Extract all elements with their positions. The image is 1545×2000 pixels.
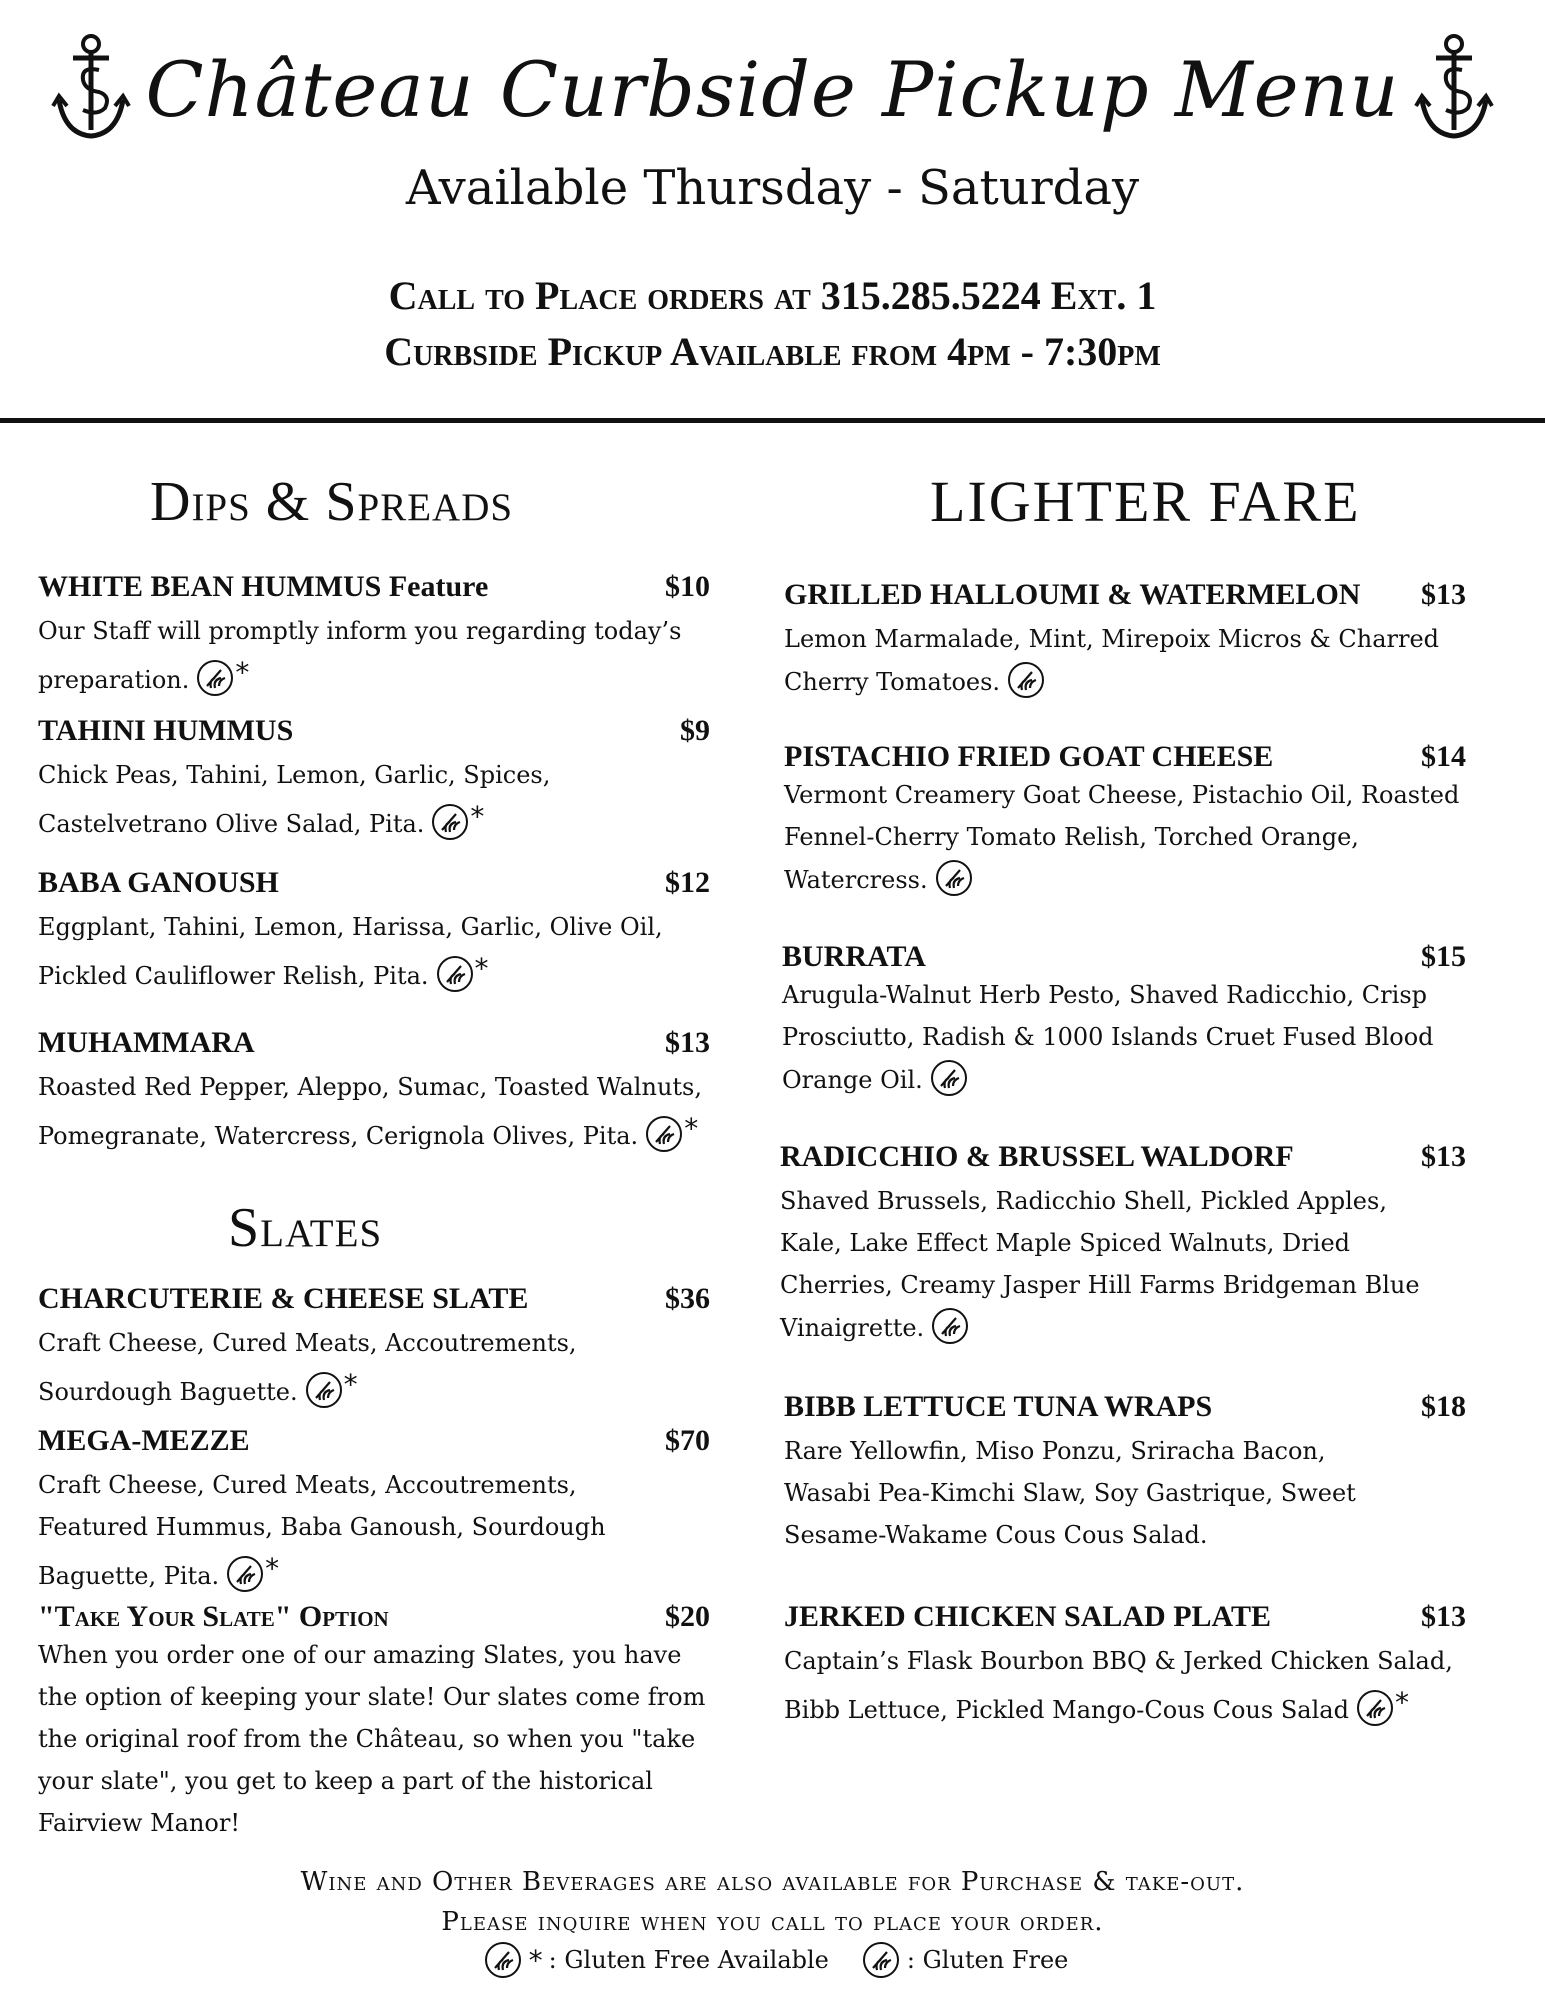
gluten-free-icon [430, 802, 470, 842]
item-price: $14 [1421, 740, 1466, 773]
item-desc-text: Chick Peas, Tahini, Lemon, Garlic, Spices, Castelvetrano Olive Salad, Pita. [38, 761, 551, 838]
gluten-free-icon [934, 858, 974, 898]
item-price: $13 [1421, 578, 1466, 611]
section-title-dips: Dips & Spreads [150, 471, 514, 533]
gluten-free-legend [0, 1940, 1545, 1980]
gluten-free-icon [930, 1306, 970, 1346]
anchor-icon [51, 30, 131, 150]
gf-available-star: * [1394, 1686, 1409, 1719]
menu-item-header [38, 1026, 710, 1060]
item-desc-text: Craft Cheese, Cured Meats, Accoutrements, Featured Hummus, Baba Ganoush, Sourdough Baguette, Pita. [38, 1471, 606, 1590]
legend-label: : Gluten Free Available [548, 1946, 829, 1974]
menu-item-header [784, 578, 1466, 612]
section-title-slates: Slates [228, 1197, 383, 1259]
item-price: $9 [680, 714, 710, 747]
item-price: $10 [665, 570, 710, 603]
gf-available-star: * [343, 1368, 358, 1401]
menu-item-header [784, 740, 1466, 774]
item-description [780, 1180, 1450, 1349]
item-name: WHITE BEAN HUMMUS Feature [38, 570, 489, 603]
item-description [38, 610, 710, 701]
item-price: $13 [1421, 1600, 1466, 1633]
gluten-free-icon [929, 1058, 969, 1098]
menu-item [38, 1026, 710, 1157]
menu-item-header [782, 940, 1466, 974]
menu-item-header [38, 1600, 710, 1634]
title-row [0, 30, 1545, 150]
item-price: $20 [665, 1600, 710, 1633]
item-desc-text: Craft Cheese, Cured Meats, Accoutrements, Sourdough Baguette. [38, 1329, 577, 1406]
menu-item-header [38, 1282, 710, 1316]
item-description [38, 1634, 710, 1844]
anchor-icon [1414, 30, 1494, 150]
gluten-free-icon [644, 1114, 684, 1154]
item-name: TAHINI HUMMUS [38, 714, 294, 747]
gf-available-star: * [684, 1112, 699, 1145]
item-desc-text: Vermont Creamery Goat Cheese, Pistachio Oil, Roasted Fennel-Cherry Tomato Relish, Torched Orange, Watercress. [784, 781, 1460, 894]
menu-item [784, 1390, 1466, 1556]
item-name: MUHAMMARA [38, 1026, 255, 1059]
item-description [784, 774, 1466, 901]
section-title-lighter-fare: LIGHTER FARE [930, 469, 1361, 534]
item-name: MEGA-MEZZE [38, 1424, 250, 1457]
order-info [0, 268, 1545, 380]
item-desc-text: Roasted Red Pepper, Aleppo, Sumac, Toasted Walnuts, Pomegranate, Watercress, Cerignola Olives, Pita. [38, 1073, 702, 1150]
menu-item [784, 740, 1466, 901]
item-description [782, 974, 1466, 1101]
menu-item-header [780, 1140, 1466, 1174]
item-description [38, 1322, 598, 1413]
item-name: BURRATA [782, 940, 926, 973]
menu-item-header [38, 570, 710, 604]
item-name: RADICCHIO & BRUSSEL WALDORF [780, 1140, 1294, 1173]
menu-item [38, 1282, 710, 1413]
item-name: GRILLED HALLOUMI & WATERMELON [784, 578, 1361, 611]
gluten-free-icon [1355, 1688, 1395, 1728]
menu-item-header [784, 1390, 1466, 1424]
menu-item [38, 714, 710, 845]
gluten-free-icon [195, 658, 235, 698]
item-description [38, 754, 710, 845]
gf-available-star: * [474, 952, 489, 985]
item-name: CHARCUTERIE & CHEESE SLATE [38, 1282, 529, 1315]
item-name: BABA GANOUSH [38, 866, 279, 899]
menu-title: Château Curbside Pickup Menu [145, 45, 1400, 134]
availability-subtitle: Available Thursday - Saturday [405, 160, 1140, 216]
legend-label: : Gluten Free [906, 1946, 1069, 1974]
gf-available-star: * [528, 1943, 543, 1977]
item-description [38, 1464, 638, 1597]
item-name: BIBB LETTUCE TUNA WRAPS [784, 1390, 1213, 1423]
item-desc-text: Eggplant, Tahini, Lemon, Harissa, Garlic, Olive Oil, Pickled Cauliflower Relish, Pita. [38, 913, 663, 990]
gluten-free-icon [861, 1940, 901, 1980]
beverage-line: Wine and Other Beverages are also available for Purchase & take-out. [300, 1867, 1245, 1897]
call-line: Call to Place orders at 315.285.5224 Ext. 1 [388, 273, 1157, 318]
item-desc-text: Lemon Marmalade, Mint, Mirepoix Micros & Charred Cherry Tomatoes. [784, 625, 1440, 696]
item-description [38, 906, 710, 997]
item-price: $15 [1421, 940, 1466, 973]
menu-item [38, 570, 710, 701]
item-desc-text: Rare Yellowfin, Miso Ponzu, Sriracha Bacon, Wasabi Pea-Kimchi Slaw, Soy Gastrique, Sweet Sesame-Wakame Cous Cous Salad. [784, 1437, 1356, 1549]
gluten-free-icon [483, 1940, 523, 1980]
item-price: $13 [1421, 1140, 1466, 1173]
menu-item [784, 578, 1466, 703]
item-description [38, 1066, 710, 1157]
menu-item [780, 1140, 1466, 1349]
menu-item [38, 866, 710, 997]
item-desc-text: When you order one of our amazing Slates, you have the option of keeping your slate! Our slates come from the original roof from the Château, so when you "take your slate", you get to keep a part of the historical Fairview Manor! [38, 1641, 706, 1837]
gf-available-star: * [265, 1552, 280, 1585]
gluten-free-icon [304, 1370, 344, 1410]
item-price: $13 [665, 1026, 710, 1059]
legend-gf-available [477, 1940, 829, 1980]
menu-item-header [38, 866, 710, 900]
beverage-note [0, 1862, 1545, 1942]
item-price: $12 [665, 866, 710, 899]
item-desc-text: Our Staff will promptly inform you regarding today’s preparation. [38, 617, 682, 694]
item-name: JERKED CHICKEN SALAD PLATE [784, 1600, 1272, 1633]
legend-gf [855, 1940, 1068, 1980]
menu-item [38, 1424, 710, 1597]
gluten-free-icon [225, 1554, 265, 1594]
item-price: $36 [665, 1282, 710, 1315]
item-desc-text: Shaved Brussels, Radicchio Shell, Pickled Apples, Kale, Lake Effect Maple Spiced Walnuts, Dried Cherries, Creamy Jasper Hill Farms Bridgeman Blue Vinaigrette. [780, 1187, 1420, 1342]
menu-item [38, 1600, 710, 1844]
menu-item-header [784, 1600, 1466, 1634]
item-name: PISTACHIO FRIED GOAT CHEESE [784, 740, 1274, 773]
menu-item [782, 940, 1466, 1101]
item-desc-text: Arugula-Walnut Herb Pesto, Shaved Radicchio, Crisp Prosciutto, Radish & 1000 Islands Cruet Fused Blood Orange Oil. [782, 981, 1434, 1094]
item-description [784, 1430, 1404, 1556]
gf-available-star: * [235, 656, 250, 689]
gf-available-star: * [470, 800, 485, 833]
item-desc-text: Captain’s Flask Bourbon BBQ & Jerked Chicken Salad, Bibb Lettuce, Pickled Mango-Cous Cous Salad [784, 1647, 1453, 1724]
menu-item-header [38, 1424, 710, 1458]
menu-item-header [38, 714, 710, 748]
item-name: "Take Your Slate" Option [38, 1600, 389, 1633]
menu-item [784, 1600, 1466, 1731]
gluten-free-icon [1006, 660, 1046, 700]
item-price: $70 [665, 1424, 710, 1457]
gluten-free-icon [435, 954, 475, 994]
header-divider [0, 418, 1545, 423]
inquire-line: Please inquire when you call to place your order. [441, 1907, 1104, 1937]
item-description [784, 1640, 1484, 1731]
item-description [784, 618, 1466, 703]
item-price: $18 [1421, 1390, 1466, 1423]
pickup-hours-line: Curbside Pickup Available from 4pm - 7:30pm [384, 329, 1161, 374]
